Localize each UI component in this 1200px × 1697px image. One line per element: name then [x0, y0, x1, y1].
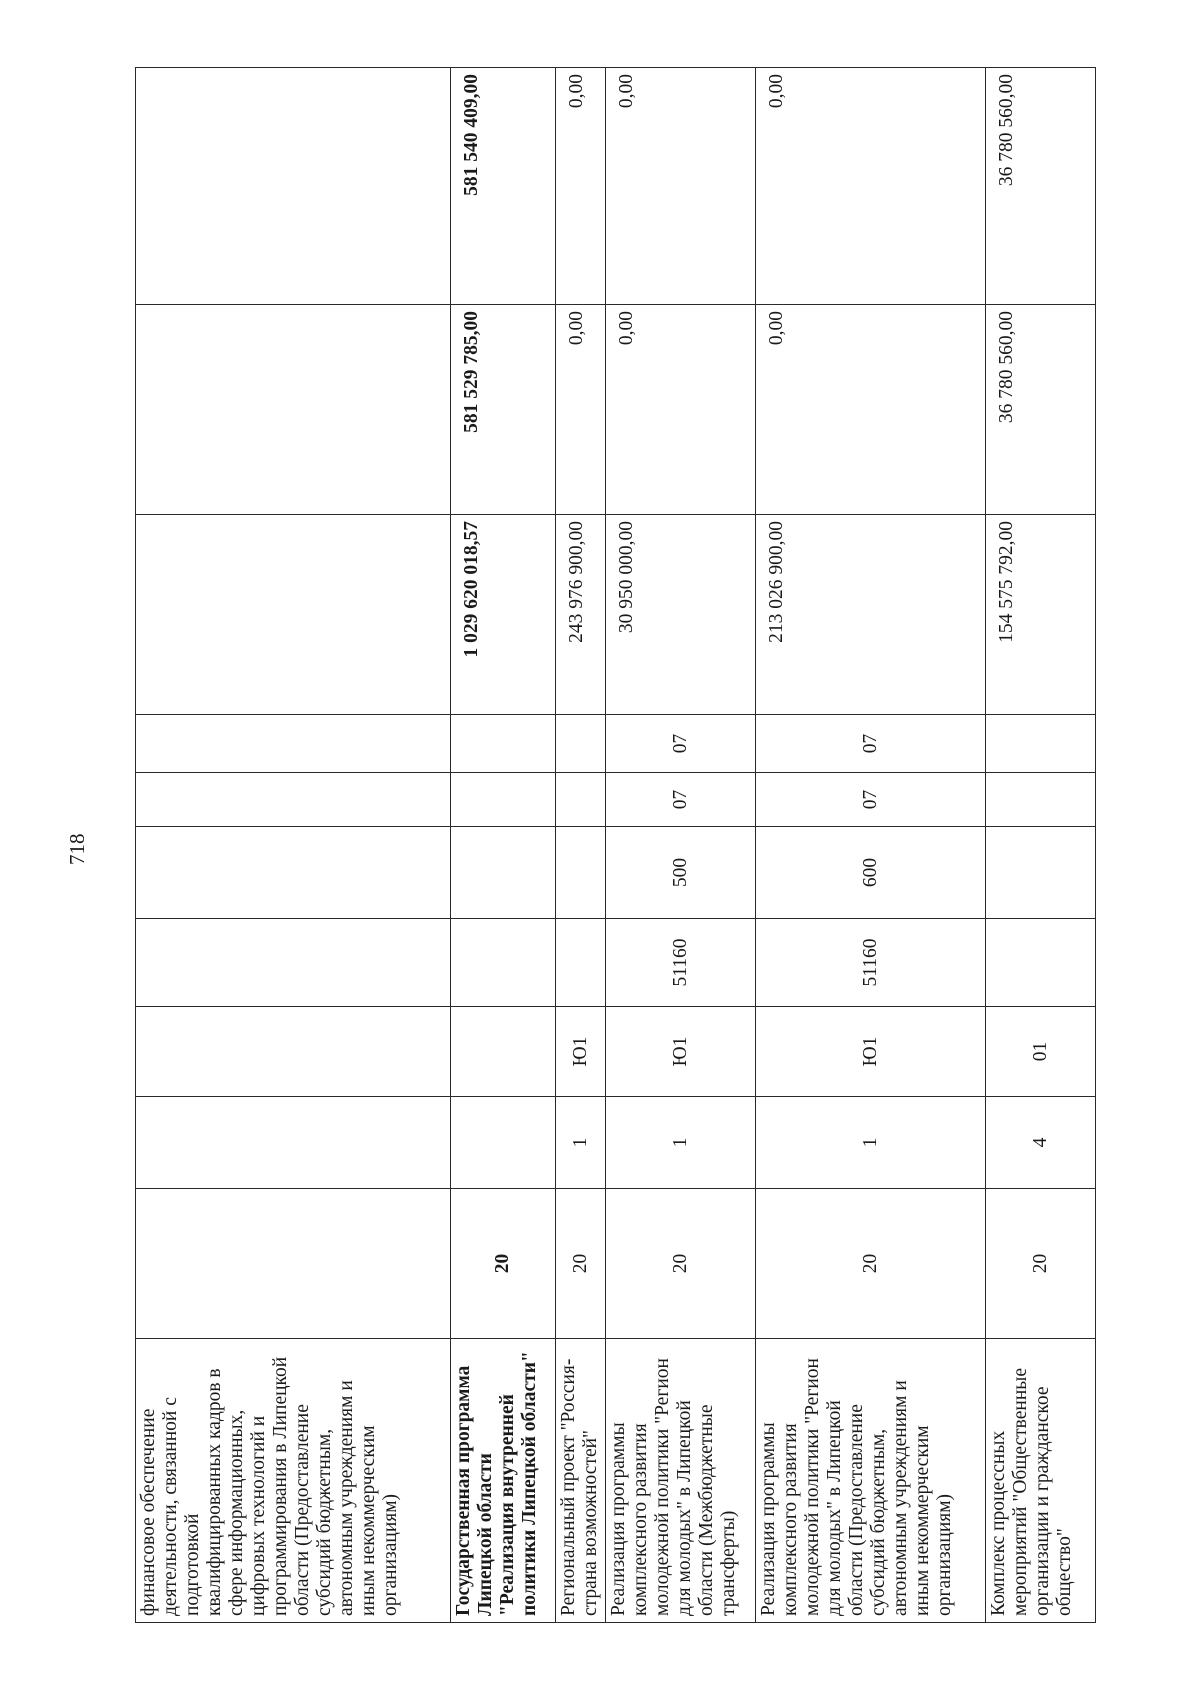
code-direction: 51160 [606, 919, 756, 1007]
code-project [136, 1007, 451, 1097]
code-subsection [451, 715, 556, 773]
code-project: Ю1 [606, 1007, 756, 1097]
code-program: 20 [556, 1189, 606, 1339]
code-direction [986, 919, 1096, 1007]
amount-year-1: 154 575 792,00 [986, 515, 1096, 715]
code-section [986, 773, 1096, 827]
code-subprogram: 1 [606, 1097, 756, 1189]
table-row [606, 68, 756, 1623]
code-subprogram [136, 1097, 451, 1189]
code-subsection: 07 [606, 715, 756, 773]
code-project: Ю1 [756, 1007, 986, 1097]
amount-year-3: 0,00 [556, 68, 606, 305]
budget-table [135, 67, 1096, 1623]
table-row [756, 68, 986, 1623]
row-name: финансовое обеспечение деятельности, связанной с подготовкой квалифицированных кадров в сфере информационных, цифровых технологий и программирования в Липецкой области (Предоставление субсидий бюджетным, автономным учреждениям и иным некоммерческим организациям) [136, 1339, 451, 1623]
row-name: Комплекс процессных мероприятий "Общественные организации и гражданское общество" [986, 1339, 1096, 1623]
amount-year-2: 0,00 [606, 305, 756, 515]
amount-year-2: 0,00 [556, 305, 606, 515]
code-expense-type [556, 827, 606, 919]
code-section [136, 773, 451, 827]
amount-year-1: 30 950 000,00 [606, 515, 756, 715]
code-section [556, 773, 606, 827]
code-subprogram: 1 [756, 1097, 986, 1189]
code-direction [451, 919, 556, 1007]
code-program: 20 [451, 1189, 556, 1339]
code-expense-type: 600 [756, 827, 986, 919]
rotated-table-wrapper [135, 68, 1095, 1623]
code-program: 20 [986, 1189, 1096, 1339]
code-subprogram: 1 [556, 1097, 606, 1189]
page-number: 718 [65, 833, 89, 865]
code-subsection [136, 715, 451, 773]
table-row [451, 68, 556, 1623]
code-expense-type [136, 827, 451, 919]
code-program: 20 [756, 1189, 986, 1339]
code-section [451, 773, 556, 827]
amount-year-1: 1 029 620 018,57 [451, 515, 556, 715]
amount-year-1 [136, 515, 451, 715]
amount-year-3: 581 540 409,00 [451, 68, 556, 305]
amount-year-3: 36 780 560,00 [986, 68, 1096, 305]
code-program: 20 [606, 1189, 756, 1339]
code-project: 01 [986, 1007, 1096, 1097]
code-section: 07 [756, 773, 986, 827]
amount-year-3: 0,00 [756, 68, 986, 305]
code-project [451, 1007, 556, 1097]
code-subsection: 07 [756, 715, 986, 773]
amount-year-2: 36 780 560,00 [986, 305, 1096, 515]
code-project: Ю1 [556, 1007, 606, 1097]
code-direction [136, 919, 451, 1007]
code-direction [556, 919, 606, 1007]
amount-year-2: 581 529 785,00 [451, 305, 556, 515]
table-row [556, 68, 606, 1623]
code-subsection [556, 715, 606, 773]
code-direction: 51160 [756, 919, 986, 1007]
row-name: Региональный проект "Россия-страна возможностей" [556, 1339, 606, 1623]
row-name: Государственная программа Липецкой области "Реализация внутренней политики Липецкой области" [451, 1339, 556, 1623]
amount-year-2: 0,00 [756, 305, 986, 515]
code-expense-type: 500 [606, 827, 756, 919]
amount-year-3: 0,00 [606, 68, 756, 305]
row-name: Реализация программы комплексного развития молодежной политики "Регион для молодых" в Липецкой области (Межбюджетные трансферты) [606, 1339, 756, 1623]
code-subsection [986, 715, 1096, 773]
code-expense-type [451, 827, 556, 919]
row-name: Реализация программы комплексного развития молодежной политики "Регион для молодых" в Липецкой области (Предоставление субсидий бюджетным, автономным учреждениям и иным некоммерческим организациям) [756, 1339, 986, 1623]
amount-year-1: 213 026 900,00 [756, 515, 986, 715]
code-program [136, 1189, 451, 1339]
code-expense-type [986, 827, 1096, 919]
table-row [136, 68, 451, 1623]
code-subprogram: 4 [986, 1097, 1096, 1189]
table-row [986, 68, 1096, 1623]
amount-year-3 [136, 68, 451, 305]
code-section: 07 [606, 773, 756, 827]
code-subprogram [451, 1097, 556, 1189]
amount-year-2 [136, 305, 451, 515]
amount-year-1: 243 976 900,00 [556, 515, 606, 715]
